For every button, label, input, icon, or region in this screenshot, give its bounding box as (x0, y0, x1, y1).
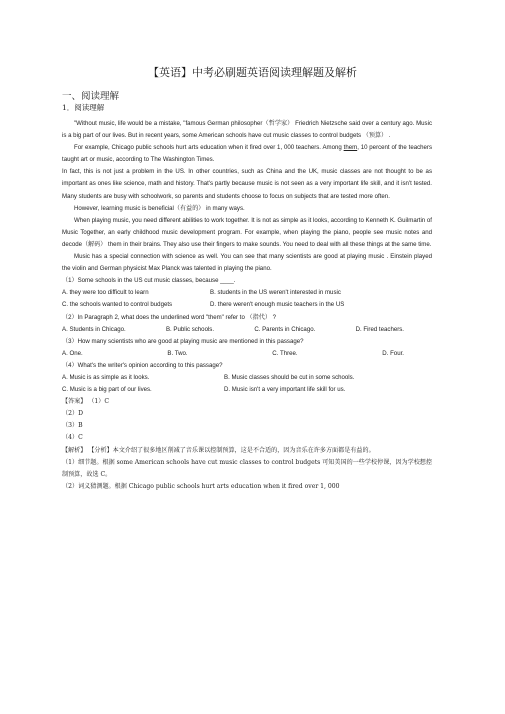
option-4c: C. Music is a big part of our lives. (62, 386, 152, 394)
question-1-options-cd (62, 299, 432, 311)
question-3-options (62, 348, 432, 360)
page-title: 【英语】中考必刷题英语阅读理解题及解析 (148, 66, 357, 79)
option-2a: A. Students in Chicago. (62, 325, 126, 333)
section-heading: 一、阅读理解 (62, 91, 120, 102)
passage-paragraph-4: However, learning music is beneficial（有益的） in many ways. (74, 204, 245, 212)
option-3d: D. Four. (382, 349, 404, 357)
option-4d: D. Music isn't a very important life skill for us. (224, 386, 346, 394)
option-2d: D. Fired teachers. (355, 325, 404, 333)
passage-paragraph-6: Music has a special connection with science as well. You can see that many scientists are good at playing music . Einstein played the violin and German physicist Max Planck was talented in playing the piano. (62, 253, 432, 273)
question-3: （3）How many scientists who are good at playing music are mentioned in this passage? (62, 337, 304, 345)
answer-line-1 (62, 396, 432, 408)
answer-1: （1）C (88, 398, 110, 406)
option-1a: A. they were too difficult to learn (62, 289, 149, 297)
paragraph-2-start: For example, Chicago public schools hurt arts education when it fired over 1, 000 teachers. Among (74, 144, 344, 152)
answer-3: （3）B (62, 422, 83, 430)
passage-paragraph-1: "Without music, life would be a mistake, "famous German philosopher（哲学家） Friedrich Nietzsche said over a century ago. Music is a big part of our lives. But in recent years, some American schools have cut music classes to control budgets （预算） . (62, 120, 432, 140)
passage-paragraph-5: When playing music, you need different abilities to work together. It is not as simple as it looks, according to Kenneth K. Guilmartin of Music Together, an early childhood music development program. For example, when playing the piano, people see music notes and decode（解码） them in their brains. They also use their fingers to make sounds. You need to deal with all these things at the same time. (62, 216, 432, 248)
analysis-intro: 【解析】 【分析】本文介绍了很多地区削减了音乐课以控制预算，这是不合适的，因为音乐在许多方面都是有益的。 (62, 446, 375, 454)
analysis-detail-2: （2）词义猜测题。根据 Chicago public schools hurt arts education when it fired over 1, 000 (62, 482, 340, 490)
option-4b: B. Music classes should be cut in some schools. (224, 373, 355, 381)
option-1d: D. there weren't enough music teachers in the US (210, 301, 345, 309)
question-1: （1）Some schools in the US cut music classes, because ____. (62, 277, 236, 285)
question-4: （4）What's the writer's opinion according to this passage? (62, 361, 223, 369)
document-body (62, 118, 432, 493)
question-2: （2）In Paragraph 2, what does the underlined word "them" refer to （指代） ? (62, 313, 276, 321)
option-1c: C. the schools wanted to control budgets (62, 301, 173, 309)
passage-paragraph-2 (62, 142, 432, 166)
option-2b: B. Public schools. (165, 325, 215, 333)
question-4-options-cd (62, 384, 432, 396)
option-3a: A. One. (62, 349, 83, 357)
answer-label: 【答案】 (62, 398, 87, 406)
question-1-options-ab (62, 287, 432, 299)
question-2-options (62, 324, 432, 336)
passage-paragraph-3: In fact, this is not just a problem in the US. In other countries, such as China and the UK, music classes are not thought to be as important as ones like science, math and history. That's partly because music is not seen as a very important life skill, and it isn't tested. Many students are busy with schoolwork, so parents and students choose to focus on subjects that are tested more often. (62, 168, 432, 200)
option-4a: A. Music is as simple as it looks. (62, 373, 150, 381)
paragraph-2-end: , 10 percent of the teachers taught art or music, according to The Washington Times. (62, 144, 433, 164)
question-number: 1．阅读理解 (62, 103, 105, 112)
question-4-options-ab (62, 372, 432, 384)
option-3b: B. Two. (167, 349, 188, 357)
option-3c: C. Three. (272, 349, 298, 357)
answer-2: （2）D (62, 410, 83, 418)
underlined-word: them (343, 144, 358, 152)
analysis-detail-1: （1）细节题。根据 some American schools have cut music classes to control budgets 可知美国的一些学校停课，因为学校想控制预算，故选 C。 (62, 458, 432, 478)
option-1b: B. students in the US weren't interested in music (210, 289, 341, 297)
option-2c: C. Parents in Chicago. (254, 325, 316, 333)
answer-4: （4）C (62, 434, 83, 442)
